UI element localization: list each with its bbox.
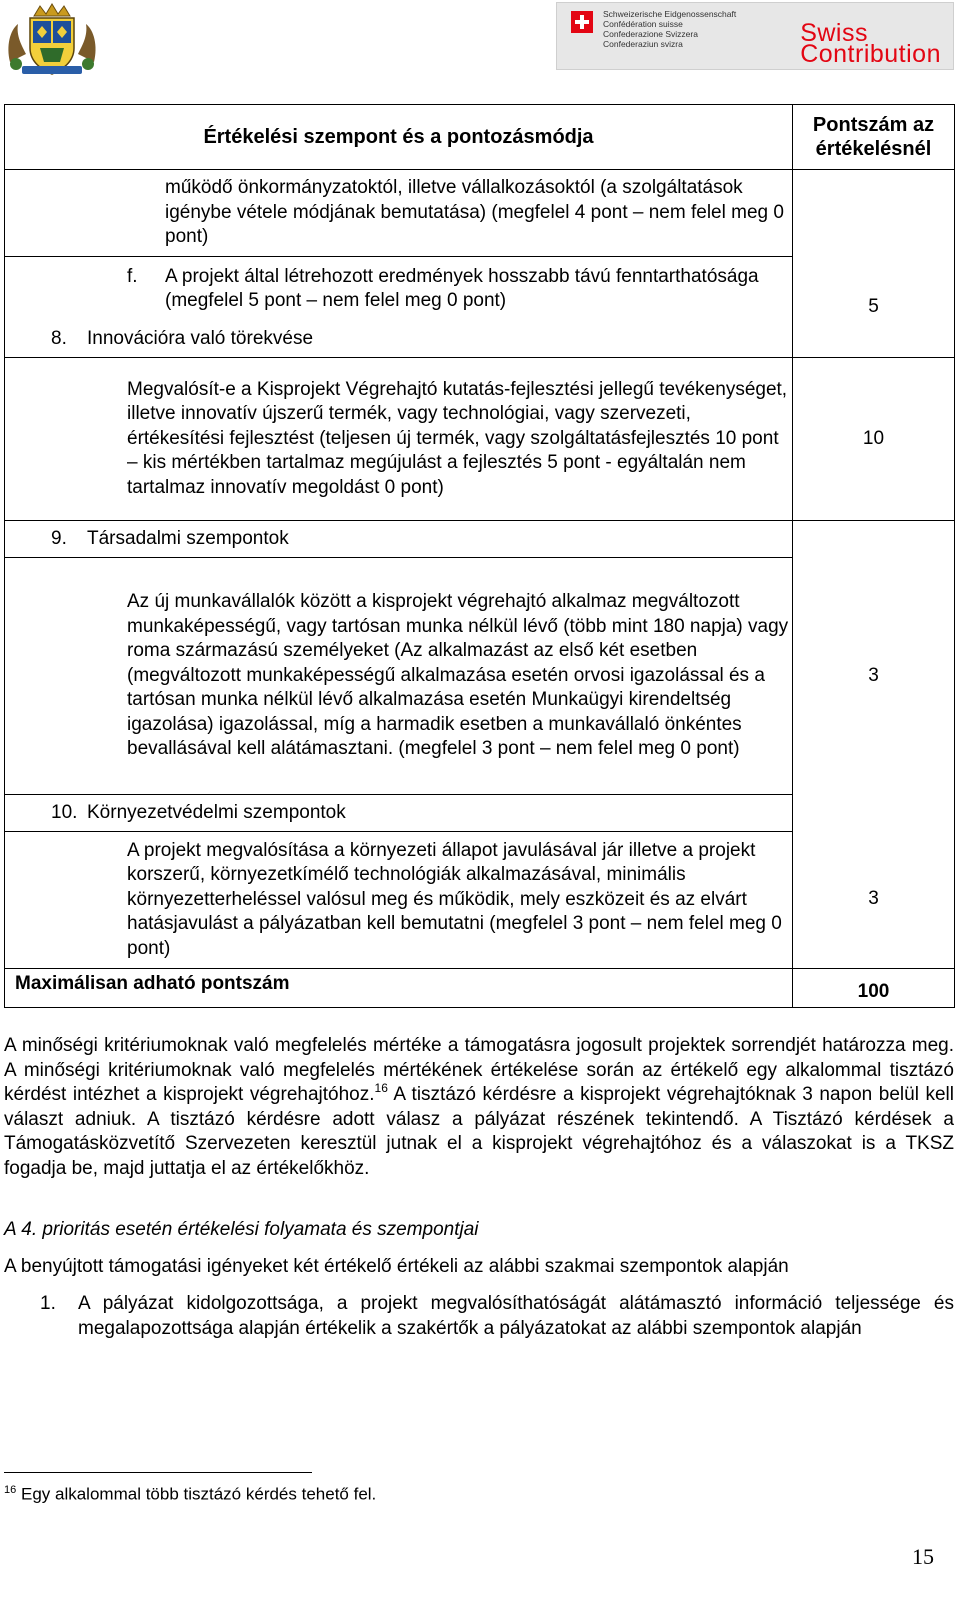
confed-line-de: Schweizerische Eidgenossenschaft (603, 9, 737, 19)
section-10-heading: Környezetvédelmi szempontok (87, 801, 346, 823)
list-item (40, 1292, 954, 1341)
confed-line-rm: Confederaziun svizra (603, 39, 683, 49)
item-f-text: A projekt által létrehozott eredmények hosszabb távú fenntarthatósága (megfelel 5 pont – nem felel meg 0 pont) (165, 265, 759, 311)
section-10-title (5, 801, 792, 826)
list-item-number: 1. (40, 1293, 56, 1314)
footnote-text: Egy alkalommal több tisztázó kérdés tehető fel. (20, 1484, 377, 1504)
page-number: 15 (912, 1544, 934, 1569)
swiss-contribution-wordmark (800, 19, 941, 68)
table-row (5, 795, 955, 832)
table-row (5, 257, 955, 322)
section-10-title-cell (5, 795, 793, 832)
swiss-flag-icon (571, 11, 593, 33)
section-9-text: Az új munkavállalók között a kisprojekt végrehajtó alkalmaz megváltozott munkaképességű, vagy tartósan munka nélkül lévő (több mint 180 napja) vagy roma származású személyeket (Az alkalmazást az első két esetben (megváltozott munkaképességű alkalmazása esetén orvosi igazolással és a tartósan munka nélkül lévő alkalmazása esetén Munkaügyi kirendeltség igazolása) igazolással, míg a harmadik esetben a munkavállaló önkéntes bevallásával kell alátámasztani. (megfelel 3 pont – nem felel meg 0 pont) (5, 558, 793, 795)
wordmark-line-1: Swiss (800, 19, 868, 47)
section-9-score: 3 (793, 521, 955, 795)
section-10-number: 10. (51, 801, 78, 823)
section-8-heading: Innovációra való törekvése (87, 327, 314, 349)
section-10-text: A projekt megvalósítása a környezeti állapot javulásával jár illetve a projekt korszerű, környezetkímélő technológiák alkalmazásával, minimális környezetterheléssel valósul meg és működik, mely eszközeit és az elvárt hatásjavulást a pályázatban kell bemutatni (megfelel 3 pont – nem felel meg 0 pont) (5, 832, 793, 969)
item-f (5, 265, 792, 314)
total-label: Maximálisan adható pontszám (5, 969, 793, 1008)
item-f-score: 5 (793, 257, 955, 358)
section-8-score: 10 (793, 358, 955, 521)
subheading-priority-4: A 4. prioritás esetén értékelési folyamata és szempontjai (4, 1219, 479, 1240)
footnote-reference: 16 (374, 1080, 388, 1095)
coat-of-arms-icon (4, 2, 100, 78)
confederation-names (603, 9, 736, 49)
criteria-table (4, 104, 955, 1008)
footnote-number: 16 (4, 1484, 17, 1496)
score-cell-empty (793, 170, 955, 257)
item-f-letter: f. (127, 265, 138, 287)
paragraph-evaluation-part-2: A tisztázó kérdésre a kisprojekt végrehajtóknak 3 napon belül kell választ adniuk. A tisztázó kérdésre adott válasz a pályázat részének tekintendő. A Tisztázó kérdések a Támogatásközvetítő Szervezeten keresztül jutnak el a kisprojekt végrehajtóhoz és a válaszokat is a TKSZ fogadja be, majd juttatja el az értékelőkhöz. (4, 1084, 954, 1179)
section-8-title-cell (5, 321, 793, 358)
confed-line-fr: Confédération suisse (603, 19, 683, 29)
paragraph-submitted-requests: A benyújtott támogatási igényeket két értékelő értékeli az alábbi szakmai szempontok alapján (4, 1256, 789, 1277)
score-column-header: Pontszám az értékelésnél (793, 105, 955, 170)
section-8-title (5, 327, 792, 352)
item-f-cell (5, 257, 793, 322)
table-header-row (5, 105, 955, 170)
table-row (5, 521, 955, 558)
section-10-score: 3 (793, 795, 955, 969)
table-row (5, 170, 955, 257)
section-8-text: Megvalósít-e a Kisprojekt Végrehajtó kutatás-fejlesztési jellegű tevékenységet, illetve innovatív újszerű termék, vagy technológiai, vagy szervezeti, értékesítési fejlesztést (teljesen új termék, vagy szolgáltatásfejlesztés 10 pont – kis mértékben tartalmaz megújulást a fejlesztés 5 pont - egyáltalán nem tartalmaz innovatív megoldást 0 pont) (5, 358, 793, 521)
criteria-column-header: Értékelési szempont és a pontozásmódja (5, 105, 793, 170)
footnote (4, 1480, 376, 1505)
section-9-title (5, 527, 792, 552)
swiss-contribution-logo (556, 2, 954, 70)
continuation-text: működő önkormányzatoktól, illetve vállalkozásoktól (a szolgáltatások igénybe vétele módjának bemutatása) (megfelel 4 pont – nem felel meg 0 pont) (5, 170, 793, 257)
confed-line-it: Confederazione Svizzera (603, 29, 698, 39)
section-9-title-cell (5, 521, 793, 558)
wordmark-line-2: Contribution (800, 40, 941, 68)
section-8-number: 8. (51, 327, 67, 349)
section-9-heading: Társadalmi szempontok (87, 527, 289, 549)
total-value: 100 (793, 969, 955, 1008)
paragraph-evaluation (4, 1034, 954, 1181)
table-row (5, 358, 955, 521)
list-item-text: A pályázat kidolgozottsága, a projekt megvalósíthatóságát alátámasztó információ teljessége és megalapozottsága alapján értékelik a szakértők a pályázatokat az alábbi szempontok alapján (78, 1293, 954, 1339)
total-row (5, 969, 955, 1008)
section-9-number: 9. (51, 527, 67, 549)
paragraph-evaluation-part-1: A minőségi kritériumoknak való megfelelés mértéke a támogatásra jogosult projektek sorrendjét határozza meg. A minőségi kritériumoknak való megfelelés mértékének értékelése során az értékelő egy alkalommal tisztázó kérdést intézhet a kisprojekt végrehajtóhoz. (4, 1035, 954, 1105)
coat-of-arms-logo (4, 2, 100, 78)
footnote-divider (4, 1472, 312, 1473)
